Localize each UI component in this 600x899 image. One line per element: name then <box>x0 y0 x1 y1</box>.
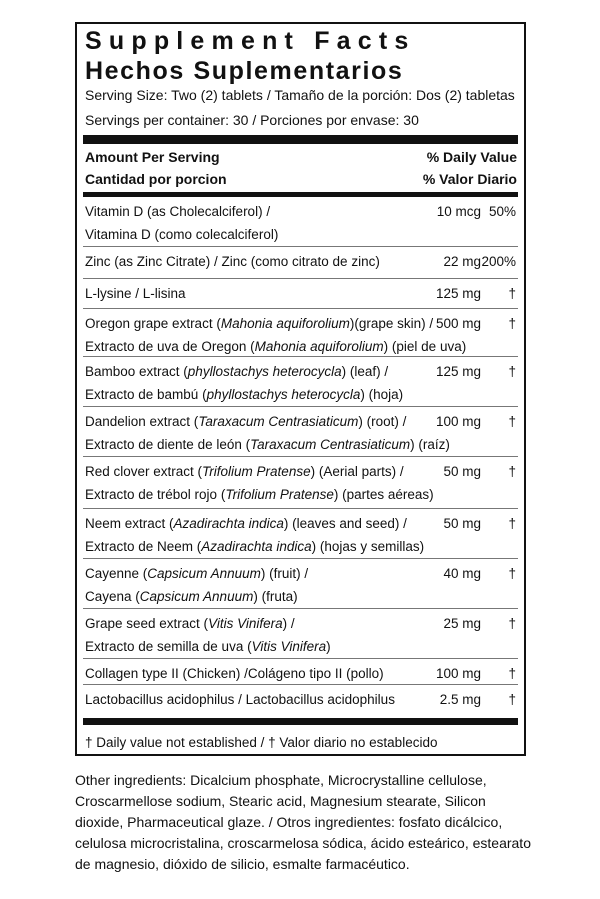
nutrient-name-line2: Extracto de uva de Oregon (Mahonia aquiforolium) (piel de uva) <box>85 339 467 354</box>
nutrient-name-line2: Extracto de trébol rojo (Trifolium Pratense) (partes aéreas) <box>85 487 434 502</box>
row-separator <box>83 356 518 357</box>
nutrient-amount: 25 mg <box>443 616 481 631</box>
row-separator <box>83 608 518 609</box>
row-separator <box>83 558 518 559</box>
nutrient-daily-value: † <box>508 414 516 429</box>
row-separator <box>83 406 518 407</box>
nutrient-name-line1: Neem extract (Azadirachta indica) (leaves and seed) / <box>85 516 407 531</box>
nutrient-name-line1: Dandelion extract (Taraxacum Centrasiaticum) (root) / <box>85 414 407 429</box>
nutrient-name-line2: Extracto de Neem (Azadirachta indica) (hojas y semillas) <box>85 539 425 554</box>
row-separator <box>83 658 518 659</box>
nutrient-amount: 22 mg <box>443 254 481 269</box>
dv-header-en: % Daily Value <box>426 149 517 165</box>
nutrient-name-line1: Red clover extract (Trifolium Pratense) (Aerial parts) / <box>85 464 404 479</box>
nutrient-amount: 125 mg <box>435 286 481 301</box>
row-separator <box>83 508 518 509</box>
nutrient-daily-value: † <box>508 316 516 331</box>
nutrient-name-line1: Cayenne (Capsicum Annuum) (fruit) / <box>85 566 309 581</box>
nutrient-amount: 2.5 mg <box>439 692 481 707</box>
nutrient-amount: 50 mg <box>443 516 481 531</box>
nutrient-daily-value: 50% <box>488 204 516 219</box>
row-separator <box>83 308 518 309</box>
medium-divider <box>83 192 518 197</box>
amount-header-en: Amount Per Serving <box>85 149 220 165</box>
nutrient-name-line2: Extracto de diente de león (Taraxacum Centrasiaticum) (raíz) <box>85 437 450 452</box>
title-english: Supplement Facts <box>85 27 416 55</box>
nutrient-name-line1: Zinc (as Zinc Citrate) / Zinc (como citrato de zinc) <box>85 254 380 269</box>
nutrient-amount: 50 mg <box>443 464 481 479</box>
nutrient-daily-value: † <box>508 566 516 581</box>
nutrient-amount: 100 mg <box>435 414 481 429</box>
dv-header-es: % Valor Diario <box>422 171 517 187</box>
nutrient-name-line1: L-lysine / L-lisina <box>85 286 186 301</box>
nutrient-daily-value: † <box>508 516 516 531</box>
nutrient-name-line1: Collagen type II (Chicken) /Colágeno tipo II (pollo) <box>85 666 384 681</box>
row-separator <box>83 246 518 247</box>
nutrient-daily-value: 200% <box>481 254 516 269</box>
nutrient-amount: 500 mg <box>435 316 481 331</box>
nutrient-daily-value: † <box>508 616 516 631</box>
nutrient-amount: 10 mcg <box>436 204 481 219</box>
title-spanish: Hechos Suplementarios <box>85 57 404 85</box>
amount-header-es: Cantidad por porcion <box>85 171 227 187</box>
nutrient-daily-value: † <box>508 364 516 379</box>
nutrient-daily-value: † <box>508 286 516 301</box>
nutrient-daily-value: † <box>508 464 516 479</box>
row-separator <box>83 278 518 279</box>
nutrient-amount: 125 mg <box>435 364 481 379</box>
footnote: † Daily value not established / † Valor diario no establecido <box>85 735 438 750</box>
nutrient-amount: 40 mg <box>443 566 481 581</box>
row-separator <box>83 456 518 457</box>
nutrient-name-line1: Grape seed extract (Vitis Vinifera) / <box>85 616 295 631</box>
thick-divider-bottom <box>83 718 518 725</box>
serving-size: Serving Size: Two (2) tablets / Tamaño de la porción: Dos (2) tabletas <box>85 87 515 103</box>
nutrient-name-line2: Extracto de bambú (phyllostachys heterocycla) (hoja) <box>85 387 404 402</box>
nutrient-name-line2: Vitamina D (como colecalciferol) <box>85 227 279 242</box>
nutrient-name-line2: Extracto de semilla de uva (Vitis Vinifera) <box>85 639 331 654</box>
nutrient-daily-value: † <box>508 692 516 707</box>
nutrient-daily-value: † <box>508 666 516 681</box>
nutrient-amount: 100 mg <box>435 666 481 681</box>
row-separator <box>83 684 518 685</box>
nutrient-name-line1: Vitamin D (as Cholecalciferol) / <box>85 204 271 219</box>
servings-per-container: Servings per container: 30 / Porciones por envase: 30 <box>85 112 419 128</box>
nutrient-name-line1: Bamboo extract (phyllostachys heterocycla) (leaf) / <box>85 364 389 379</box>
nutrient-name-line1: Lactobacillus acidophilus / Lactobacillus acidophilus <box>85 692 395 707</box>
nutrient-name-line1: Oregon grape extract (Mahonia aquiforolium)(grape skin) / <box>85 316 434 331</box>
supplement-facts-panel <box>75 22 526 756</box>
other-ingredients: Other ingredients: Dicalcium phosphate, Microcrystalline cellulose, Croscarmellose sodium, Stearic acid, Magnesium stearate, Silicon dioxide, Pharmaceutical glaze. / Otros ingredientes: fosfato dicálcico, celulosa microcristalina, croscarmelosa sódica, ácido esteárico, estearato de magnesio, dióxido de silicio, esmalte farmacéutico. <box>75 772 531 872</box>
thick-divider-top <box>83 135 518 144</box>
nutrient-name-line2: Cayena (Capsicum Annuum) (fruta) <box>85 589 298 604</box>
